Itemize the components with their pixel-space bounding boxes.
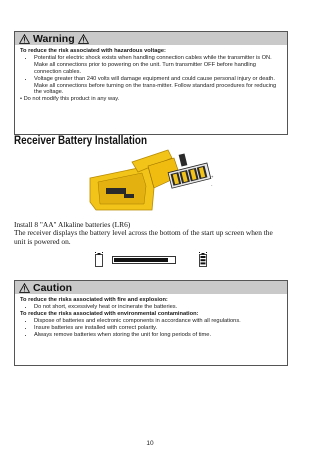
svg-text:+: +	[211, 174, 214, 179]
list-item: • Potential for electric shock exists when handling connection cables while the transmitter is ON. Make all connections prior to powering on the unit. Turn transmitter OFF before handling connection cables.	[34, 55, 282, 76]
caution-title: Caution	[33, 281, 73, 294]
list-item: • Dispose of batteries and electronic components in accordance with all regulations.	[34, 318, 282, 325]
receiver-battery-illustration	[88, 148, 218, 214]
warning-body	[15, 45, 287, 106]
caution-body	[15, 294, 287, 341]
battery-instruction: Install 8 "AA" Alkaline batteries (LR6)	[14, 220, 131, 229]
battery-display-description: The receiver displays the battery level across the bottom of the start up screen when the unit is powered on.	[14, 228, 273, 246]
list-item: • Do not short, excessively heat or incinerate the batteries.	[34, 304, 282, 311]
warning-box	[14, 31, 288, 135]
caution-lead-environment: To reduce the risks associated with environmental contamination:	[20, 310, 199, 317]
caution-triangle-icon	[19, 283, 30, 293]
caution-box	[14, 280, 288, 366]
warning-extra: • Do not modify this product in any way.	[20, 96, 120, 103]
warning-list	[20, 55, 282, 96]
list-item: • Voltage greater than 240 volts will damage equipment and could cause personal injury or death. Make all connections before turning on the trans-mitter. Follow standard procedures for reducing the voltage.	[34, 76, 282, 97]
battery-level-bar	[112, 256, 176, 264]
battery-level-fill	[114, 258, 168, 262]
list-item: • Always remove batteries when storing the unit for long periods of time.	[34, 332, 282, 339]
warning-header	[15, 32, 287, 45]
warning-title: Warning	[33, 32, 75, 45]
page-number: 10	[146, 440, 154, 447]
caution-header	[15, 281, 287, 294]
warning-triangle-icon	[19, 34, 30, 44]
battery-empty-icon	[94, 252, 104, 268]
warning-triangle-icon	[78, 34, 89, 44]
svg-text:-: -	[211, 182, 213, 187]
warning-lead: To reduce the risk associated with hazardous voltage:	[20, 48, 166, 54]
caution-list-fire	[20, 304, 282, 311]
caution-list-environment	[20, 318, 282, 339]
caution-lead-fire: To reduce the risks associated with fire and explosion:	[20, 297, 168, 303]
section-heading: Receiver Battery Installation	[14, 135, 148, 147]
list-item: • Insure batteries are installed with correct polarity.	[34, 325, 282, 332]
battery-full-icon	[198, 252, 208, 268]
